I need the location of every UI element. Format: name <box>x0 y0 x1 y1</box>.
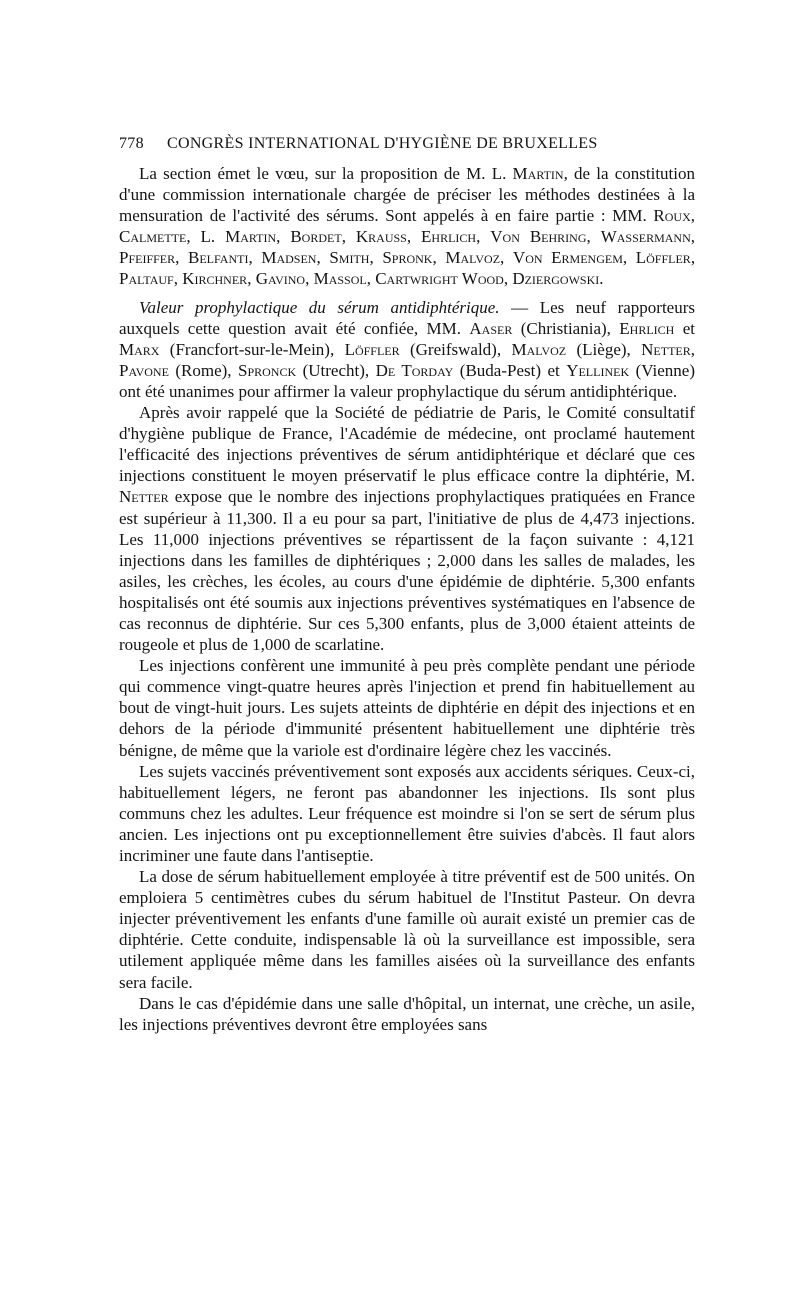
text-run: . <box>599 269 604 289</box>
text-run: , <box>503 269 513 289</box>
person-name: Löffler <box>635 248 691 268</box>
person-name: Cartwright Wood <box>375 269 504 289</box>
person-name: Belfanti <box>188 248 249 268</box>
paragraph <box>119 402 695 655</box>
text-run: , <box>432 248 446 268</box>
text-run: , <box>690 206 695 226</box>
text-run: , <box>276 227 291 247</box>
text-run: , <box>173 269 183 289</box>
person-name: Martin <box>512 164 564 183</box>
running-title: CONGRÈS INTERNATIONAL D'HYGIÈNE DE BRUXELLES <box>167 135 598 152</box>
text-run: — Les neuf rapporteurs auxquels cette question avait été confiée, MM. <box>119 297 695 338</box>
person-name: Madsen <box>261 248 317 268</box>
text-run: , <box>305 269 314 289</box>
person-name: Löffler <box>344 339 400 359</box>
text-run: La dose de sérum habituellement employée à titre préventif est de 500 unités. On emploiera 5 centimètres cubes du sérum habituel de l'Institut Pasteur. On devra injecter préventivement les enfants d'une famille où aurait existé un premier cas de diphtérie. Cette conduite, indispensable là où la surveillance est impossible, sera utilement appliquée même dans les familles aisées où la surveillance des enfants sera facile. <box>119 867 695 992</box>
person-name: Calmette <box>119 227 187 247</box>
text-run: , <box>366 269 376 289</box>
person-name: Gavino <box>255 269 306 289</box>
section-title: Valeur prophylactique du sérum antidiphtérique. <box>139 297 500 317</box>
person-name: De Torday <box>375 360 454 380</box>
paragraph <box>119 866 695 993</box>
text-run: (Utrecht), <box>296 360 376 380</box>
text-run: expose que le nombre des injections prophylactiques pratiquées en France est supérieur à 11,300. Il a eu pour sa part, l'initiative de plus de 4,473 injections. Les 11,000 injections préventives se répartissent de la façon suivante : 4,121 injections dans les familles de diphtériques ; 2,000 dans les salles de malades, les asiles, les crèches, les écoles, au cours d'une épidémie de diphtérie. 5,300 enfants hospitalisés ont été soumis aux injections préventives systématiques en l'absence de cas reconnus de diphtérie. Sur ces 5,300 enfants, plus de 3,000 étaient atteints de rougeole et plus de 1,000 de scarlatine. <box>119 487 695 655</box>
text-run: , de la constitution d'une commission internationale chargée de préciser les méthodes destinées à la mensuration de l'activité des sérums. Sont appelés à en faire partie : MM. <box>119 164 696 226</box>
text-run: (Liège), <box>566 339 642 359</box>
text-run: (Vienne) ont été unanimes pour affirmer la valeur prophylactique du sérum antidiphtérique. <box>119 360 695 401</box>
text-run: La section émet le vœu, sur la proposition de M. L. <box>139 164 513 183</box>
person-name: Yellinek <box>566 360 630 380</box>
person-name: Pfeiffer <box>119 248 176 268</box>
text-run: , <box>406 227 422 247</box>
text-run: Les injections confèrent une immunité à peu près complète pendant une période qui commence vingt-quatre heures après l'injection et prend fin habituellement au bout de vingt-huit jours. Les sujets atteints de diphtérie en dépit des injections et en dehors de la période d'immunité présentent habituellement une diphtérie très bénigne, de même que la variole est d'ordinaire légère chez les vaccinés. <box>119 656 695 760</box>
person-name: Smith <box>329 248 370 268</box>
person-name: Malvoz <box>511 339 567 359</box>
paragraph <box>119 163 695 290</box>
person-name: Massol <box>313 269 367 289</box>
text-run: Dans le cas d'épidémie dans une salle d'hôpital, un internat, une crèche, un asile, les injections préventives devront être employées sans <box>119 993 695 1034</box>
person-name: Wassermann <box>600 227 691 247</box>
person-name: Bordet <box>290 227 342 247</box>
paragraph <box>119 761 695 866</box>
text-run: , <box>248 248 262 268</box>
text-run: (Buda-Pest) et <box>453 360 567 380</box>
text-run: , <box>341 227 356 247</box>
body-text <box>119 163 695 1035</box>
text-run: , <box>690 339 695 359</box>
text-run: , L. <box>186 227 226 247</box>
person-name: Paltauf <box>119 269 174 289</box>
text-run: , <box>690 248 696 268</box>
person-name: Kirchner <box>182 269 248 289</box>
person-name: Netter <box>641 339 691 359</box>
text-run: , <box>500 248 513 268</box>
text-run: (Greifswald), <box>399 339 512 359</box>
paragraph <box>119 993 695 1035</box>
person-name: Ehrlich <box>421 227 477 247</box>
page-number: 778 <box>119 135 144 152</box>
text-run: (Christiania), <box>512 318 620 338</box>
person-name: Von Ermengem <box>512 248 623 268</box>
text-run: (Francfort-sur-le-Mein), <box>159 339 345 359</box>
person-name: Spronck <box>238 360 297 380</box>
person-name: Marx <box>119 339 160 359</box>
person-name: Martin <box>225 227 277 247</box>
person-name: Malvoz <box>445 248 501 268</box>
text-run: , <box>316 248 330 268</box>
person-name: Spronk <box>382 248 433 268</box>
text-run: , <box>476 227 491 247</box>
person-name: Pavone <box>119 360 169 380</box>
text-run: et <box>674 318 695 338</box>
paragraph <box>119 297 695 402</box>
person-name: Ehrlich <box>619 318 675 338</box>
person-name: Netter <box>119 487 169 507</box>
person-name: Krauss <box>355 227 407 247</box>
text-run: Les sujets vaccinés préventivement sont exposés aux accidents sériques. Ceux-ci, habituellement légers, ne feront pas abandonner les injections. Ils sont plus communs chez les adultes. Leur fréquence est moindre si l'on se sert de sérum plus ancien. Les injections ont pu exceptionnellement être suivies d'abcès. Il faut alors incriminer une faute dans l'antiseptie. <box>119 761 695 865</box>
text-run: , <box>586 227 601 247</box>
paragraph <box>119 655 695 760</box>
page-header <box>119 133 695 155</box>
person-name: Von Behring <box>490 227 587 247</box>
person-name: Roux <box>653 206 691 226</box>
text-run: , <box>690 227 695 247</box>
text-run: Après avoir rappelé que la Société de pédiatrie de Paris, le Comité consultatif d'hygiène publique de France, l'Académie de médecine, ont proclamé hautement l'efficacité des injections préventives de sérum antidiphtérique et déclaré que ces injections constituent le moyen préservatif le plus efficace contre la diphtérie, M. <box>119 403 695 486</box>
text-run: (Rome), <box>168 360 238 380</box>
text-run: , <box>247 269 256 289</box>
text-run: , <box>369 248 383 268</box>
text-run: , <box>175 248 189 268</box>
person-name: Dziergowski <box>512 269 600 289</box>
text-run: , <box>622 248 636 268</box>
book-page <box>119 133 695 1035</box>
person-name: Aaser <box>469 318 513 338</box>
